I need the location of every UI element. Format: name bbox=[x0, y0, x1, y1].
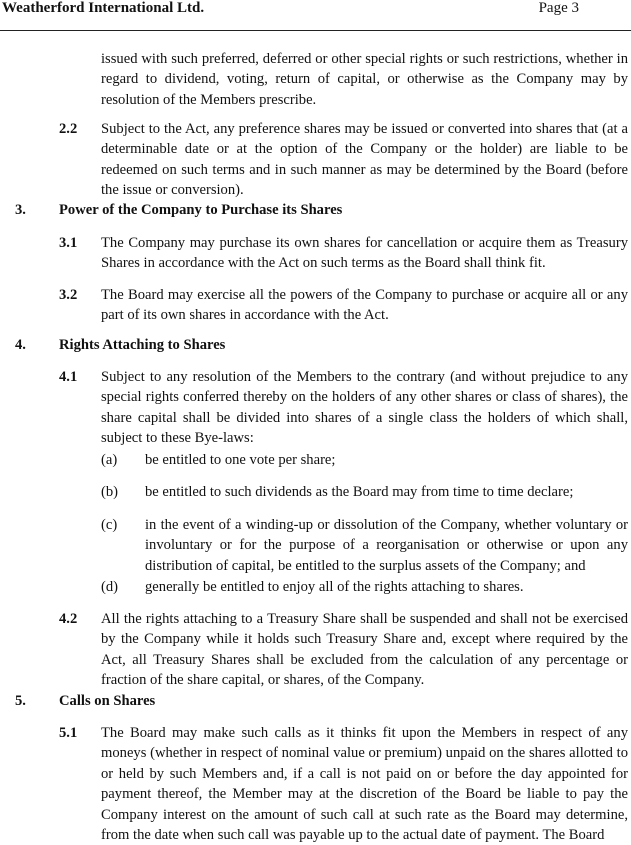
clause-3-1-text: The Company may purchase its own shares for cancellation or acquire them as Treasury Shares in accordance with the Act on such terms as the Board shall think fit. bbox=[101, 235, 628, 272]
clause-4-1-text: Subject to any resolution of the Members to the contrary (and without prejudice to any special rights conferred thereby on the holders of any other shares or class of shares), the share capital shall be divided into shares of a single class the holders of which shall, subject to these Bye-laws: bbox=[101, 369, 628, 447]
clause-2-2-number: 2.2 bbox=[59, 121, 78, 137]
clause-5-1-text: The Board may make such calls as it thinks fit upon the Members in respect of any moneys (whether in respect of nominal value or premium) unpaid on the shares allotted to or held by such Members and, if a call is not paid on or before the day appointed for payment thereof, the Member may at the discretion of the Board be liable to pay the Company interest on the amount of such call at such rate as the Board may determine, from the date when such call was payable up to the actual date of payment. The Board bbox=[101, 725, 628, 844]
section-4-number: 4. bbox=[15, 337, 26, 353]
item-b-label: (b) bbox=[101, 484, 119, 500]
item-c-label: (c) bbox=[101, 517, 118, 533]
company-name: Weatherford International Ltd. bbox=[2, 0, 205, 16]
clause-4-1-number: 4.1 bbox=[59, 369, 78, 385]
clause-4-2-number: 4.2 bbox=[59, 611, 78, 627]
header-divider bbox=[0, 30, 631, 31]
item-a-label: (a) bbox=[101, 452, 118, 468]
item-b-text: be entitled to such dividends as the Board may from time to time declare; bbox=[145, 484, 574, 500]
section-3-number: 3. bbox=[15, 202, 26, 218]
clause-2-1-continuation: issued with such preferred, deferred or other special rights or such restrictions, whether in regard to dividend, voting, return of capital, or otherwise as the Company may by resolution of the Members prescribe. bbox=[101, 51, 628, 108]
section-5-title: Calls on Shares bbox=[59, 693, 156, 709]
section-3-title: Power of the Company to Purchase its Shares bbox=[59, 202, 343, 218]
item-c-text: in the event of a winding-up or dissolution of the Company, whether voluntary or involuntary or for the purpose of a reorganisation or otherwise or upon any distribution of capital, be entitled to the surplus assets of the Company; and bbox=[145, 517, 628, 574]
item-d-text: generally be entitled to enjoy all of the rights attaching to shares. bbox=[145, 579, 524, 595]
section-4-title: Rights Attaching to Shares bbox=[59, 337, 226, 353]
clause-2-2-text: Subject to the Act, any preference shares may be issued or converted into shares that (at a determinable date or at the option of the Company or the holder) are liable to be redeemed on such terms and in such manner as may be determined by the Board (before the issue or conversion). bbox=[101, 121, 628, 199]
section-5-number: 5. bbox=[15, 693, 26, 709]
clause-3-1-number: 3.1 bbox=[59, 235, 78, 251]
clause-3-2-number: 3.2 bbox=[59, 287, 78, 303]
clause-5-1-number: 5.1 bbox=[59, 725, 78, 741]
item-d-label: (d) bbox=[101, 579, 119, 595]
item-a-text: be entitled to one vote per share; bbox=[145, 452, 336, 468]
page-number: Page 3 bbox=[538, 0, 579, 16]
clause-3-2-text: The Board may exercise all the powers of the Company to purchase or acquire all or any part of its own shares in accordance with the Act. bbox=[101, 287, 628, 324]
clause-4-2-text: All the rights attaching to a Treasury Share shall be suspended and shall not be exercised by the Company while it holds such Treasury Share and, except where required by the Act, all Treasury Shares shall be excluded from the calculation of any percentage or fraction of the share capital, or shares, of the Company. bbox=[101, 611, 628, 689]
